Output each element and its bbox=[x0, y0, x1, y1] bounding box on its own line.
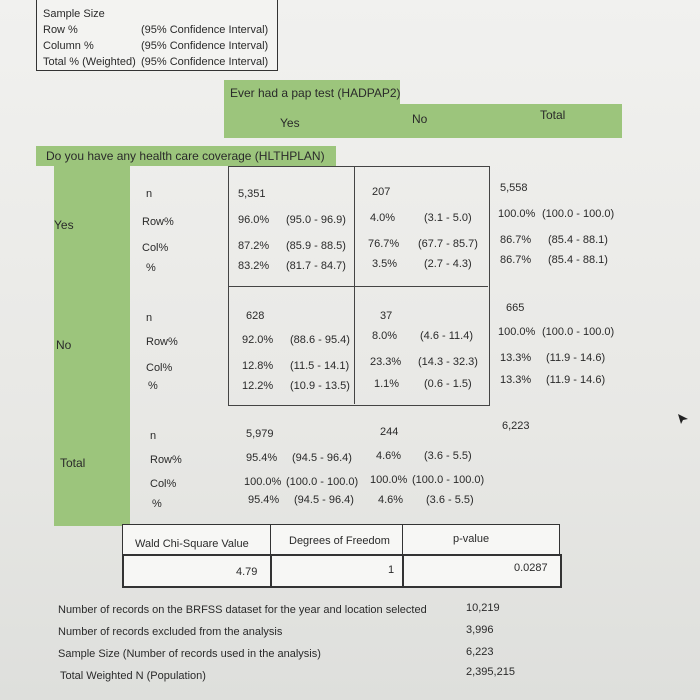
legend-total-pct: Total % (Weighted) bbox=[43, 56, 136, 68]
cell-tot-pct: 12.2% bbox=[242, 380, 274, 392]
records-value: 6,223 bbox=[466, 646, 494, 658]
chi-df-cell bbox=[270, 554, 406, 588]
cell-n: 37 bbox=[380, 310, 393, 322]
total-col-ci: (100.0 - 100.0) bbox=[286, 476, 359, 488]
cell-row-ci: (3.1 - 5.0) bbox=[424, 212, 472, 224]
cell-tot-pct: 83.2% bbox=[238, 260, 270, 272]
cell-col-ci: (67.7 - 85.7) bbox=[418, 238, 478, 250]
total-col-pct: 100.0% bbox=[244, 476, 282, 488]
cell-col-pct: 23.3% bbox=[370, 356, 402, 368]
legend-ci-row: (95% Confidence Interval) bbox=[141, 24, 269, 36]
chi-square-table bbox=[122, 524, 560, 586]
chi-stat-value: 4.79 bbox=[236, 566, 258, 578]
cell-n: 628 bbox=[246, 310, 265, 322]
col-header-total: Total bbox=[540, 108, 566, 122]
chi-header-stat-cell bbox=[122, 524, 272, 556]
records-label: Total Weighted N (Population) bbox=[60, 670, 206, 682]
col-header-no: No bbox=[412, 112, 428, 126]
cell-row-ci: (100.0 - 100.0) bbox=[542, 208, 615, 220]
chi-p-value: 0.0287 bbox=[514, 562, 548, 574]
stat-label-row: Row% bbox=[150, 454, 182, 466]
cell-tot-ci: (81.7 - 84.7) bbox=[286, 260, 346, 272]
row-label-yes: Yes bbox=[54, 218, 74, 232]
total-row-pct: 95.4% bbox=[246, 452, 278, 464]
legend-box bbox=[36, 0, 278, 71]
cell-col-pct: 13.3% bbox=[500, 352, 532, 364]
total-col-pct: 100.0% bbox=[370, 474, 408, 486]
chi-header-stat: Wald Chi-Square Value bbox=[135, 538, 249, 550]
cell-tot-ci: (11.9 - 14.6) bbox=[546, 374, 606, 386]
chi-df-value: 1 bbox=[388, 564, 395, 576]
total-n: 244 bbox=[380, 426, 399, 438]
cell-col-ci: (11.5 - 14.1) bbox=[290, 360, 350, 372]
cell-tot-pct: 1.1% bbox=[374, 378, 400, 390]
row-var-label: Do you have any health care coverage (HLTHPLAN) bbox=[46, 149, 325, 163]
cell-col-ci: (85.4 - 88.1) bbox=[548, 234, 608, 246]
chi-header-p: p-value bbox=[453, 533, 490, 545]
stat-label-pct: % bbox=[148, 380, 158, 392]
grid-divider-vertical bbox=[354, 166, 355, 404]
records-value: 3,996 bbox=[466, 624, 494, 636]
cell-row-pct: 8.0% bbox=[372, 330, 398, 342]
cell-row-pct: 4.0% bbox=[370, 212, 396, 224]
cell-col-ci: (85.9 - 88.5) bbox=[286, 240, 346, 252]
col-header-yes: Yes bbox=[280, 116, 300, 130]
legend-sample-size: Sample Size bbox=[43, 8, 105, 20]
cell-tot-ci: (10.9 - 13.5) bbox=[290, 380, 350, 392]
cell-row-pct: 100.0% bbox=[498, 208, 536, 220]
cell-n: 5,351 bbox=[238, 188, 266, 200]
records-label: Sample Size (Number of records used in the analysis) bbox=[58, 648, 321, 660]
total-row-ci: (3.6 - 5.5) bbox=[424, 450, 472, 462]
records-value: 10,219 bbox=[466, 602, 500, 614]
cell-tot-ci: (0.6 - 1.5) bbox=[424, 378, 472, 390]
stat-label-row: Row% bbox=[142, 216, 174, 228]
records-label: Number of records on the BRFSS dataset for the year and location selected bbox=[58, 604, 427, 616]
total-tot-ci: (94.5 - 96.4) bbox=[294, 494, 354, 506]
records-label: Number of records excluded from the analysis bbox=[58, 626, 283, 638]
cell-n: 5,558 bbox=[500, 182, 528, 194]
stat-label-n: n bbox=[150, 430, 157, 442]
stat-label-pct: % bbox=[152, 498, 162, 510]
cell-col-pct: 86.7% bbox=[500, 234, 532, 246]
cell-row-ci: (4.6 - 11.4) bbox=[420, 330, 473, 342]
stat-label-pct: % bbox=[146, 262, 156, 274]
cursor-arrow-icon bbox=[676, 412, 690, 426]
cell-n: 207 bbox=[372, 186, 391, 198]
cell-col-pct: 76.7% bbox=[368, 238, 400, 250]
chi-stat-cell bbox=[122, 554, 274, 588]
cell-col-ci: (11.9 - 14.6) bbox=[546, 352, 606, 364]
row-header-band bbox=[54, 166, 130, 526]
grand-total-n: 6,223 bbox=[502, 420, 530, 432]
chi-header-df: Degrees of Freedom bbox=[289, 535, 390, 547]
chi-p-cell bbox=[402, 554, 562, 588]
cell-row-pct: 92.0% bbox=[242, 334, 274, 346]
cell-col-pct: 87.2% bbox=[238, 240, 270, 252]
cell-col-pct: 12.8% bbox=[242, 360, 274, 372]
legend-row-pct: Row % bbox=[43, 24, 78, 36]
total-row-pct: 4.6% bbox=[376, 450, 402, 462]
stat-label-col: Col% bbox=[150, 478, 177, 490]
cell-tot-pct: 13.3% bbox=[500, 374, 532, 386]
cell-row-ci: (100.0 - 100.0) bbox=[542, 326, 615, 338]
stat-label-row: Row% bbox=[146, 336, 178, 348]
total-tot-pct: 4.6% bbox=[378, 494, 404, 506]
cell-col-ci: (14.3 - 32.3) bbox=[418, 356, 478, 368]
col-var-label: Ever had a pap test (HADPAP2) bbox=[230, 86, 401, 100]
total-tot-ci: (3.6 - 5.5) bbox=[426, 494, 474, 506]
chi-header-df-cell bbox=[270, 524, 404, 556]
stat-label-n: n bbox=[146, 312, 153, 324]
cell-n: 665 bbox=[506, 302, 525, 314]
total-tot-pct: 95.4% bbox=[248, 494, 280, 506]
stat-label-n: n bbox=[146, 188, 153, 200]
cell-row-ci: (95.0 - 96.9) bbox=[286, 214, 346, 226]
cell-tot-pct: 3.5% bbox=[372, 258, 398, 270]
chi-header-p-cell bbox=[402, 524, 560, 556]
legend-ci-total: (95% Confidence Interval) bbox=[141, 56, 269, 68]
stat-label-col: Col% bbox=[146, 362, 173, 374]
cell-row-pct: 96.0% bbox=[238, 214, 270, 226]
cell-tot-ci: (85.4 - 88.1) bbox=[548, 254, 608, 266]
total-n: 5,979 bbox=[246, 428, 274, 440]
total-col-ci: (100.0 - 100.0) bbox=[412, 474, 485, 486]
legend-col-pct: Column % bbox=[43, 40, 94, 52]
col-header-band bbox=[224, 104, 622, 138]
cell-row-ci: (88.6 - 95.4) bbox=[290, 334, 350, 346]
stat-label-col: Col% bbox=[142, 242, 169, 254]
row-label-total: Total bbox=[60, 456, 86, 470]
records-value: 2,395,215 bbox=[466, 666, 515, 678]
cell-tot-pct: 86.7% bbox=[500, 254, 532, 266]
grid-divider-horizontal bbox=[228, 286, 488, 287]
cell-tot-ci: (2.7 - 4.3) bbox=[424, 258, 472, 270]
cell-row-pct: 100.0% bbox=[498, 326, 536, 338]
row-var-header bbox=[36, 146, 336, 166]
total-row-ci: (94.5 - 96.4) bbox=[292, 452, 352, 464]
legend-ci-col: (95% Confidence Interval) bbox=[141, 40, 269, 52]
row-label-no: No bbox=[56, 338, 72, 352]
